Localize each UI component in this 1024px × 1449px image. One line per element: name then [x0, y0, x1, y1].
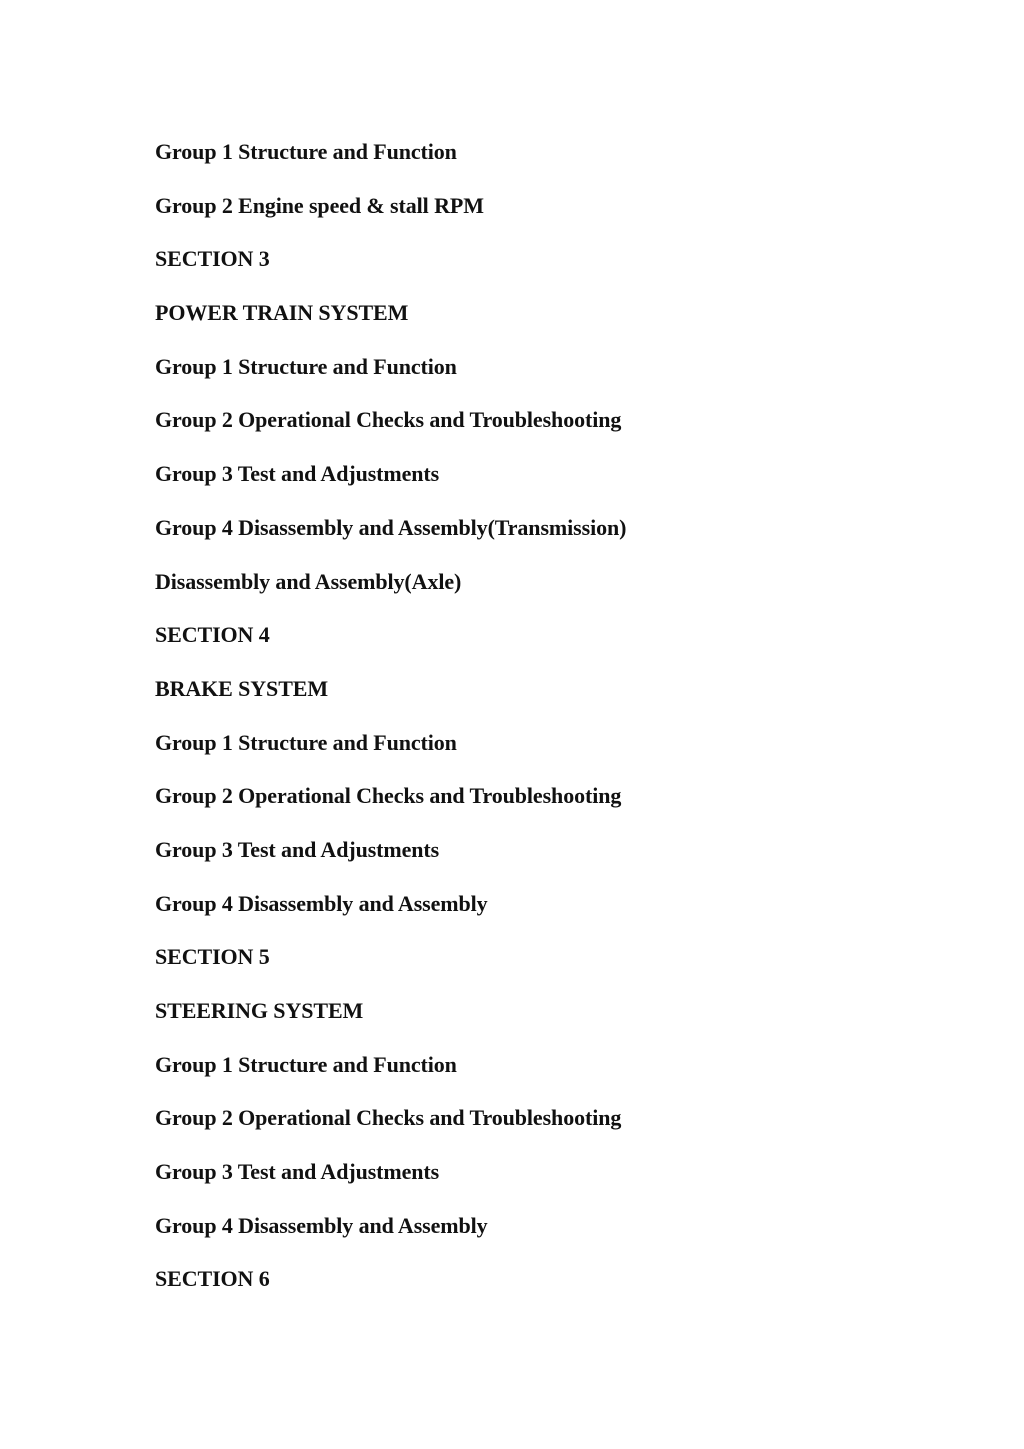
toc-brake-group-3: Group 3 Test and Adjustments: [155, 836, 440, 862]
toc-steering-group-3: Group 3 Test and Adjustments: [155, 1159, 440, 1185]
toc-brake-group-4: Group 4 Disassembly and Assembly: [155, 890, 488, 916]
toc-brake-group-1: Group 1 Structure and Function: [155, 729, 457, 755]
toc-section-6-heading: SECTION 6: [155, 1266, 270, 1292]
toc-power-train-group-1: Group 1 Structure and Function: [155, 353, 457, 379]
toc-steering-group-4: Group 4 Disassembly and Assembly: [155, 1212, 488, 1238]
toc-section-3-heading: SECTION 3: [155, 246, 270, 272]
toc-steering-group-2: Group 2 Operational Checks and Troubleshooting: [155, 1105, 622, 1131]
toc-power-train-group-4-transmission: Group 4 Disassembly and Assembly(Transmission): [155, 514, 627, 540]
toc-section-3-title: POWER TRAIN SYSTEM: [155, 300, 409, 326]
toc-section-5-title: STEERING SYSTEM: [155, 998, 364, 1023]
toc-group-2-engine-speed: Group 2 Engine speed & stall RPM: [155, 192, 484, 218]
toc-steering-group-1: Group 1 Structure and Function: [155, 1051, 457, 1077]
toc-power-train-axle: Disassembly and Assembly(Axle): [155, 568, 462, 594]
toc-brake-group-2: Group 2 Operational Checks and Troubleshooting: [155, 783, 622, 809]
toc-section-5-heading: SECTION 5: [155, 944, 270, 970]
toc-section-4-title: BRAKE SYSTEM: [155, 675, 329, 701]
table-of-contents: [155, 138, 626, 1319]
toc-power-train-group-3: Group 3 Test and Adjustments: [155, 461, 440, 487]
toc-power-train-group-2: Group 2 Operational Checks and Troubleshooting: [155, 407, 622, 433]
toc-group-1-structure-function: Group 1 Structure and Function: [155, 139, 457, 164]
toc-section-4-heading: SECTION 4: [155, 622, 270, 648]
